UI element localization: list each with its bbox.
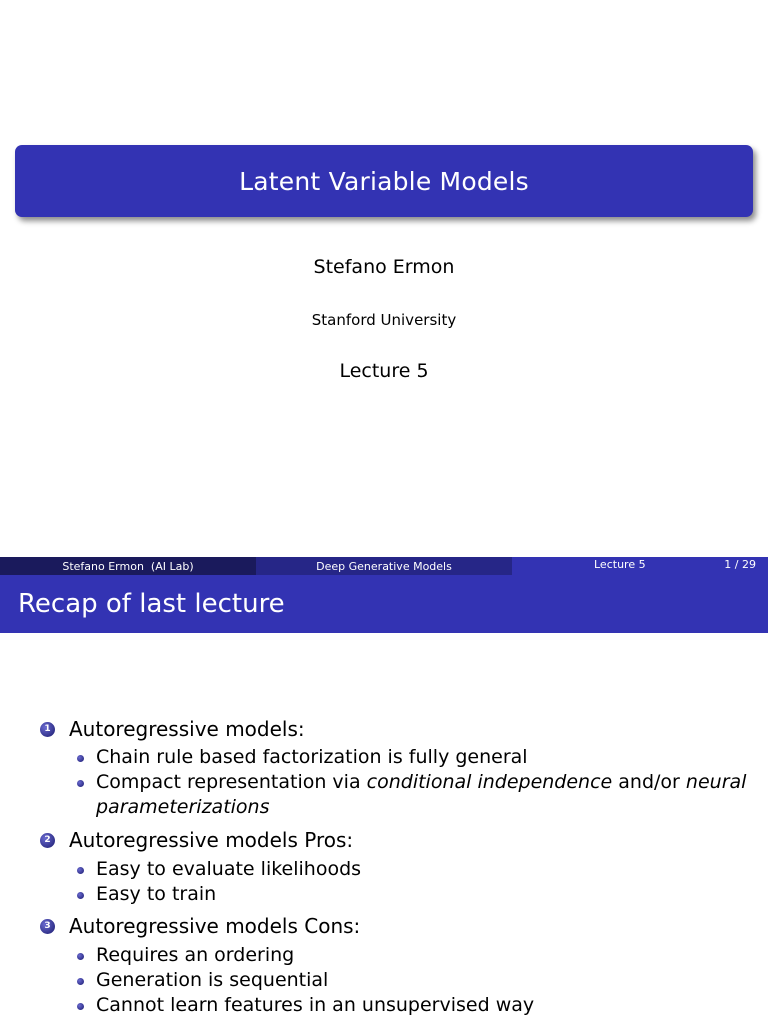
item-text-3: Autoregressive models Cons: [69,914,361,938]
footer-title: Deep Generative Models [316,559,452,573]
list-item: Generation is sequential [96,969,328,991]
list-item-continuation: parameterizations [96,796,270,818]
title-box [15,145,753,217]
number-badge-2: 2 [40,833,55,848]
footer-bar [0,557,768,575]
list-item: Easy to train [96,883,216,905]
presentation-title: Latent Variable Models [239,166,529,196]
item-text-2: Autoregressive models Pros: [69,828,354,852]
footer-lecture: Lecture 5 [594,558,646,571]
bullet-icon [77,953,84,960]
list-item: Chain rule based factorization is fully general [96,746,528,768]
bullet-icon [77,978,84,985]
bullet-icon [77,780,84,787]
footer-page-number: 1 / 29 [724,558,756,571]
bullet-icon [77,755,84,762]
lecture-label: Lecture 5 [339,360,429,382]
bullet-icon [77,892,84,899]
number-badge-1: 1 [40,722,55,737]
footer-author: Stefano Ermon (AI Lab) [62,559,194,573]
frame-title [0,575,768,633]
bullet-icon [77,1003,84,1010]
institute: Stanford University [311,311,457,329]
enumerate-item-2 [40,828,353,852]
author: Stefano Ermon [313,256,455,278]
list-item: Cannot learn features in an unsupervised way [96,994,534,1016]
list-item: Easy to evaluate likelihoods [96,858,361,880]
footer-info-cell [512,557,768,575]
bullet-icon [77,867,84,874]
enumerate-item-1 [40,717,305,741]
frame-title-text: Recap of last lecture [18,589,285,619]
enumerate-item-3 [40,914,360,938]
number-badge-3: 3 [40,919,55,934]
slide-content [0,633,768,1024]
list-item: Compact representation via conditional independence and/or neural [96,771,746,793]
item-text-1: Autoregressive models: [69,717,305,741]
footer-title-cell [256,557,512,575]
list-item: Requires an ordering [96,944,294,966]
footer-author-cell [0,557,256,575]
